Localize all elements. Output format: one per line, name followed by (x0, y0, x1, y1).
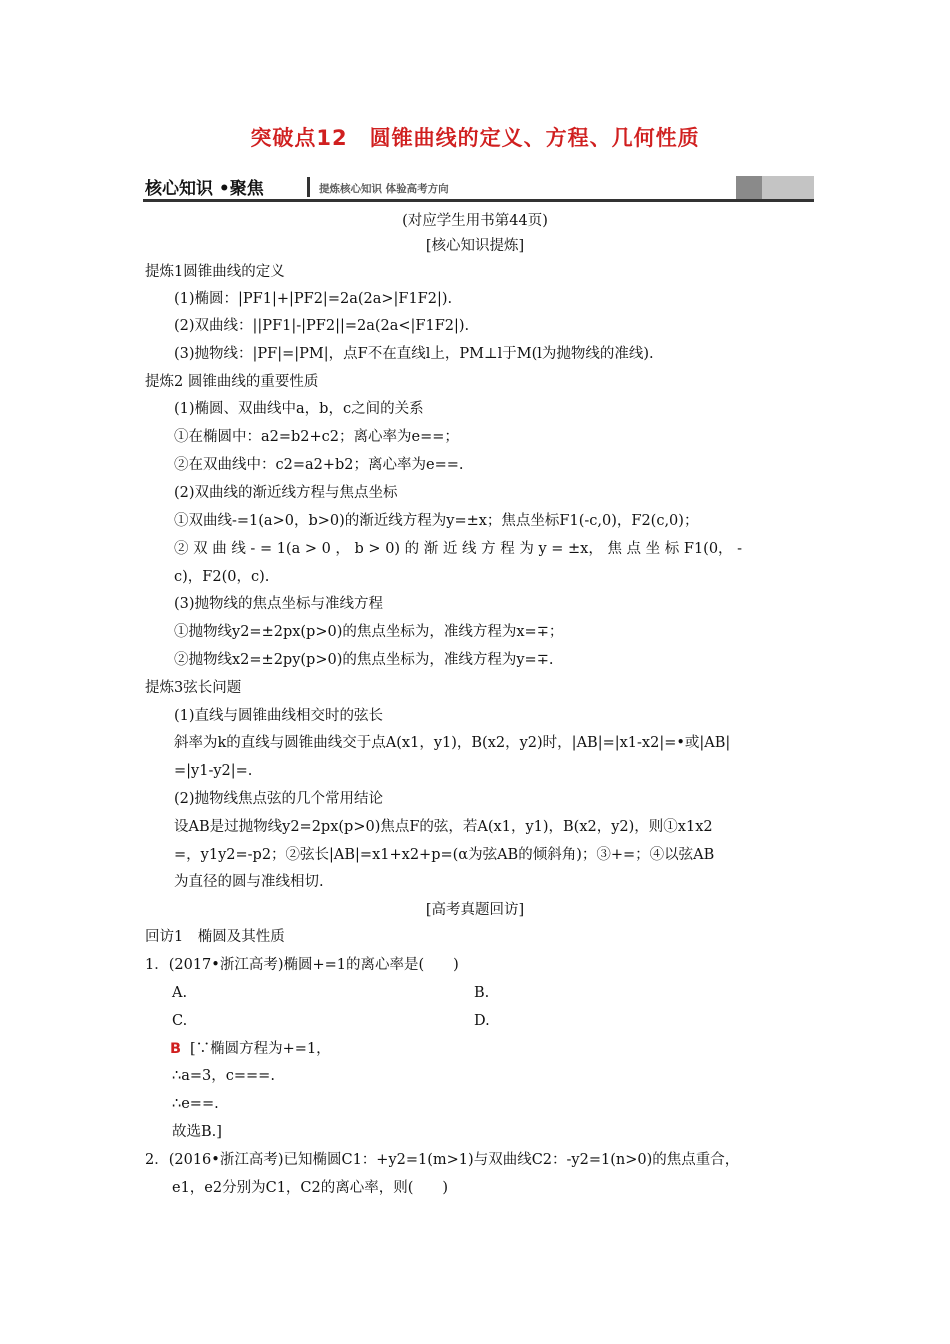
text-line: ①在椭圆中：a2=b2+c2；离心率为e==； (174, 429, 459, 445)
banner-grey-block-dark (736, 176, 762, 199)
text-line: =，y1y2=-p2；②弦长|AB|=x1+x2+p=(α为弦AB的倾斜角)；③+=；④以弦AB (174, 847, 715, 863)
text-line: (2)抛物线焦点弦的几个常用结论 (174, 791, 384, 807)
banner-subtitle: 提炼核心知识 体验高考方向 (319, 183, 449, 195)
text-line: 提炼3弦长问题 (145, 680, 242, 696)
text-line: ② 双 曲 线 - = 1(a > 0 ， b > 0) 的 渐 近 线 方 程 为 y = ±x， 焦 点 坐 标 F1(0， - (174, 541, 743, 557)
text-line: 回访1 椭圆及其性质 (145, 929, 285, 945)
banner-rule (143, 199, 814, 202)
text-line: ②抛物线x2=±2py(p>0)的焦点坐标为，准线方程为y=∓. (174, 652, 554, 668)
solution-line: ∴a=3，c===. (172, 1068, 275, 1084)
option-d: D. (474, 1013, 490, 1029)
option-b: B. (474, 985, 490, 1001)
text-line: ②在双曲线中：c2=a2+b2；离心率为e==. (174, 457, 464, 473)
option-a: A. (172, 985, 188, 1001)
text-line: (2)双曲线：||PF1|-|PF2||=2a(2a<|F1F2|). (174, 318, 470, 334)
text-line: (1)直线与圆锥曲线相交时的弦长 (174, 708, 384, 724)
text-line: ①抛物线y2=±2px(p>0)的焦点坐标为，准线方程为x=∓； (174, 624, 564, 640)
text-line: 设AB是过抛物线y2=2px(p>0)焦点F的弦，若A(x1，y1)，B(x2，y2)，则①x1x2 (174, 819, 713, 835)
text-line: (2)双曲线的渐近线方程与焦点坐标 (174, 485, 398, 501)
page-ref: (对应学生用书第44页) (402, 213, 548, 229)
question-1: 1．(2017•浙江高考)椭圆+=1的离心率是( ) (145, 957, 459, 973)
text-line: e1，e2分别为C1，C2的离心率，则( ) (172, 1180, 449, 1196)
text-line: c)，F2(0，c). (174, 569, 270, 585)
solution-line: ∴e==. (172, 1096, 219, 1112)
text-line: =|y1-y2|=. (174, 763, 253, 779)
solution-line: 故选B.] (172, 1124, 222, 1140)
option-c: C. (172, 1013, 188, 1029)
text-line: (1)椭圆：|PF1|+|PF2|=2a(2a>|F1F2|). (174, 291, 453, 307)
text-line: 提炼2 圆锥曲线的重要性质 (145, 374, 319, 390)
text-line: (3)抛物线：|PF|=|PM|，点F不在直线l上，PM⊥l于M(l为抛物线的准线). (174, 346, 654, 362)
section-banner (143, 174, 814, 202)
banner-divider (307, 177, 310, 197)
text-line: 提炼1圆锥曲线的定义 (145, 264, 285, 280)
text-line: (1)椭圆、双曲线中a，b，c之间的关系 (174, 401, 424, 417)
subsection-heading: [高考真题回访] (425, 902, 525, 918)
answer-letter: B (170, 1041, 182, 1057)
text-line: 为直径的圆与准线相切. (174, 874, 324, 890)
banner-title: 核心知识 •聚焦 (145, 179, 264, 199)
subsection-heading: [核心知识提炼] (425, 238, 525, 254)
solution-line: [∵椭圆方程为+=1， (190, 1041, 331, 1057)
text-line: ①双曲线-=1(a>0，b>0)的渐近线方程为y=±x；焦点坐标F1(-c,0)，F2(c,0)； (174, 513, 699, 529)
text-line: (3)抛物线的焦点坐标与准线方程 (174, 596, 384, 612)
text-line: 斜率为k的直线与圆锥曲线交于点A(x1，y1)，B(x2，y2)时，|AB|=|x1-x2|=•或|AB| (174, 735, 731, 751)
banner-grey-block-light (762, 176, 814, 199)
question-2: 2．(2016•浙江高考)已知椭圆C1：+y2=1(m>1)与双曲线C2：-y2=1(n>0)的焦点重合， (145, 1152, 740, 1168)
page-title: 突破点12 圆锥曲线的定义、方程、几何性质 (250, 126, 700, 150)
